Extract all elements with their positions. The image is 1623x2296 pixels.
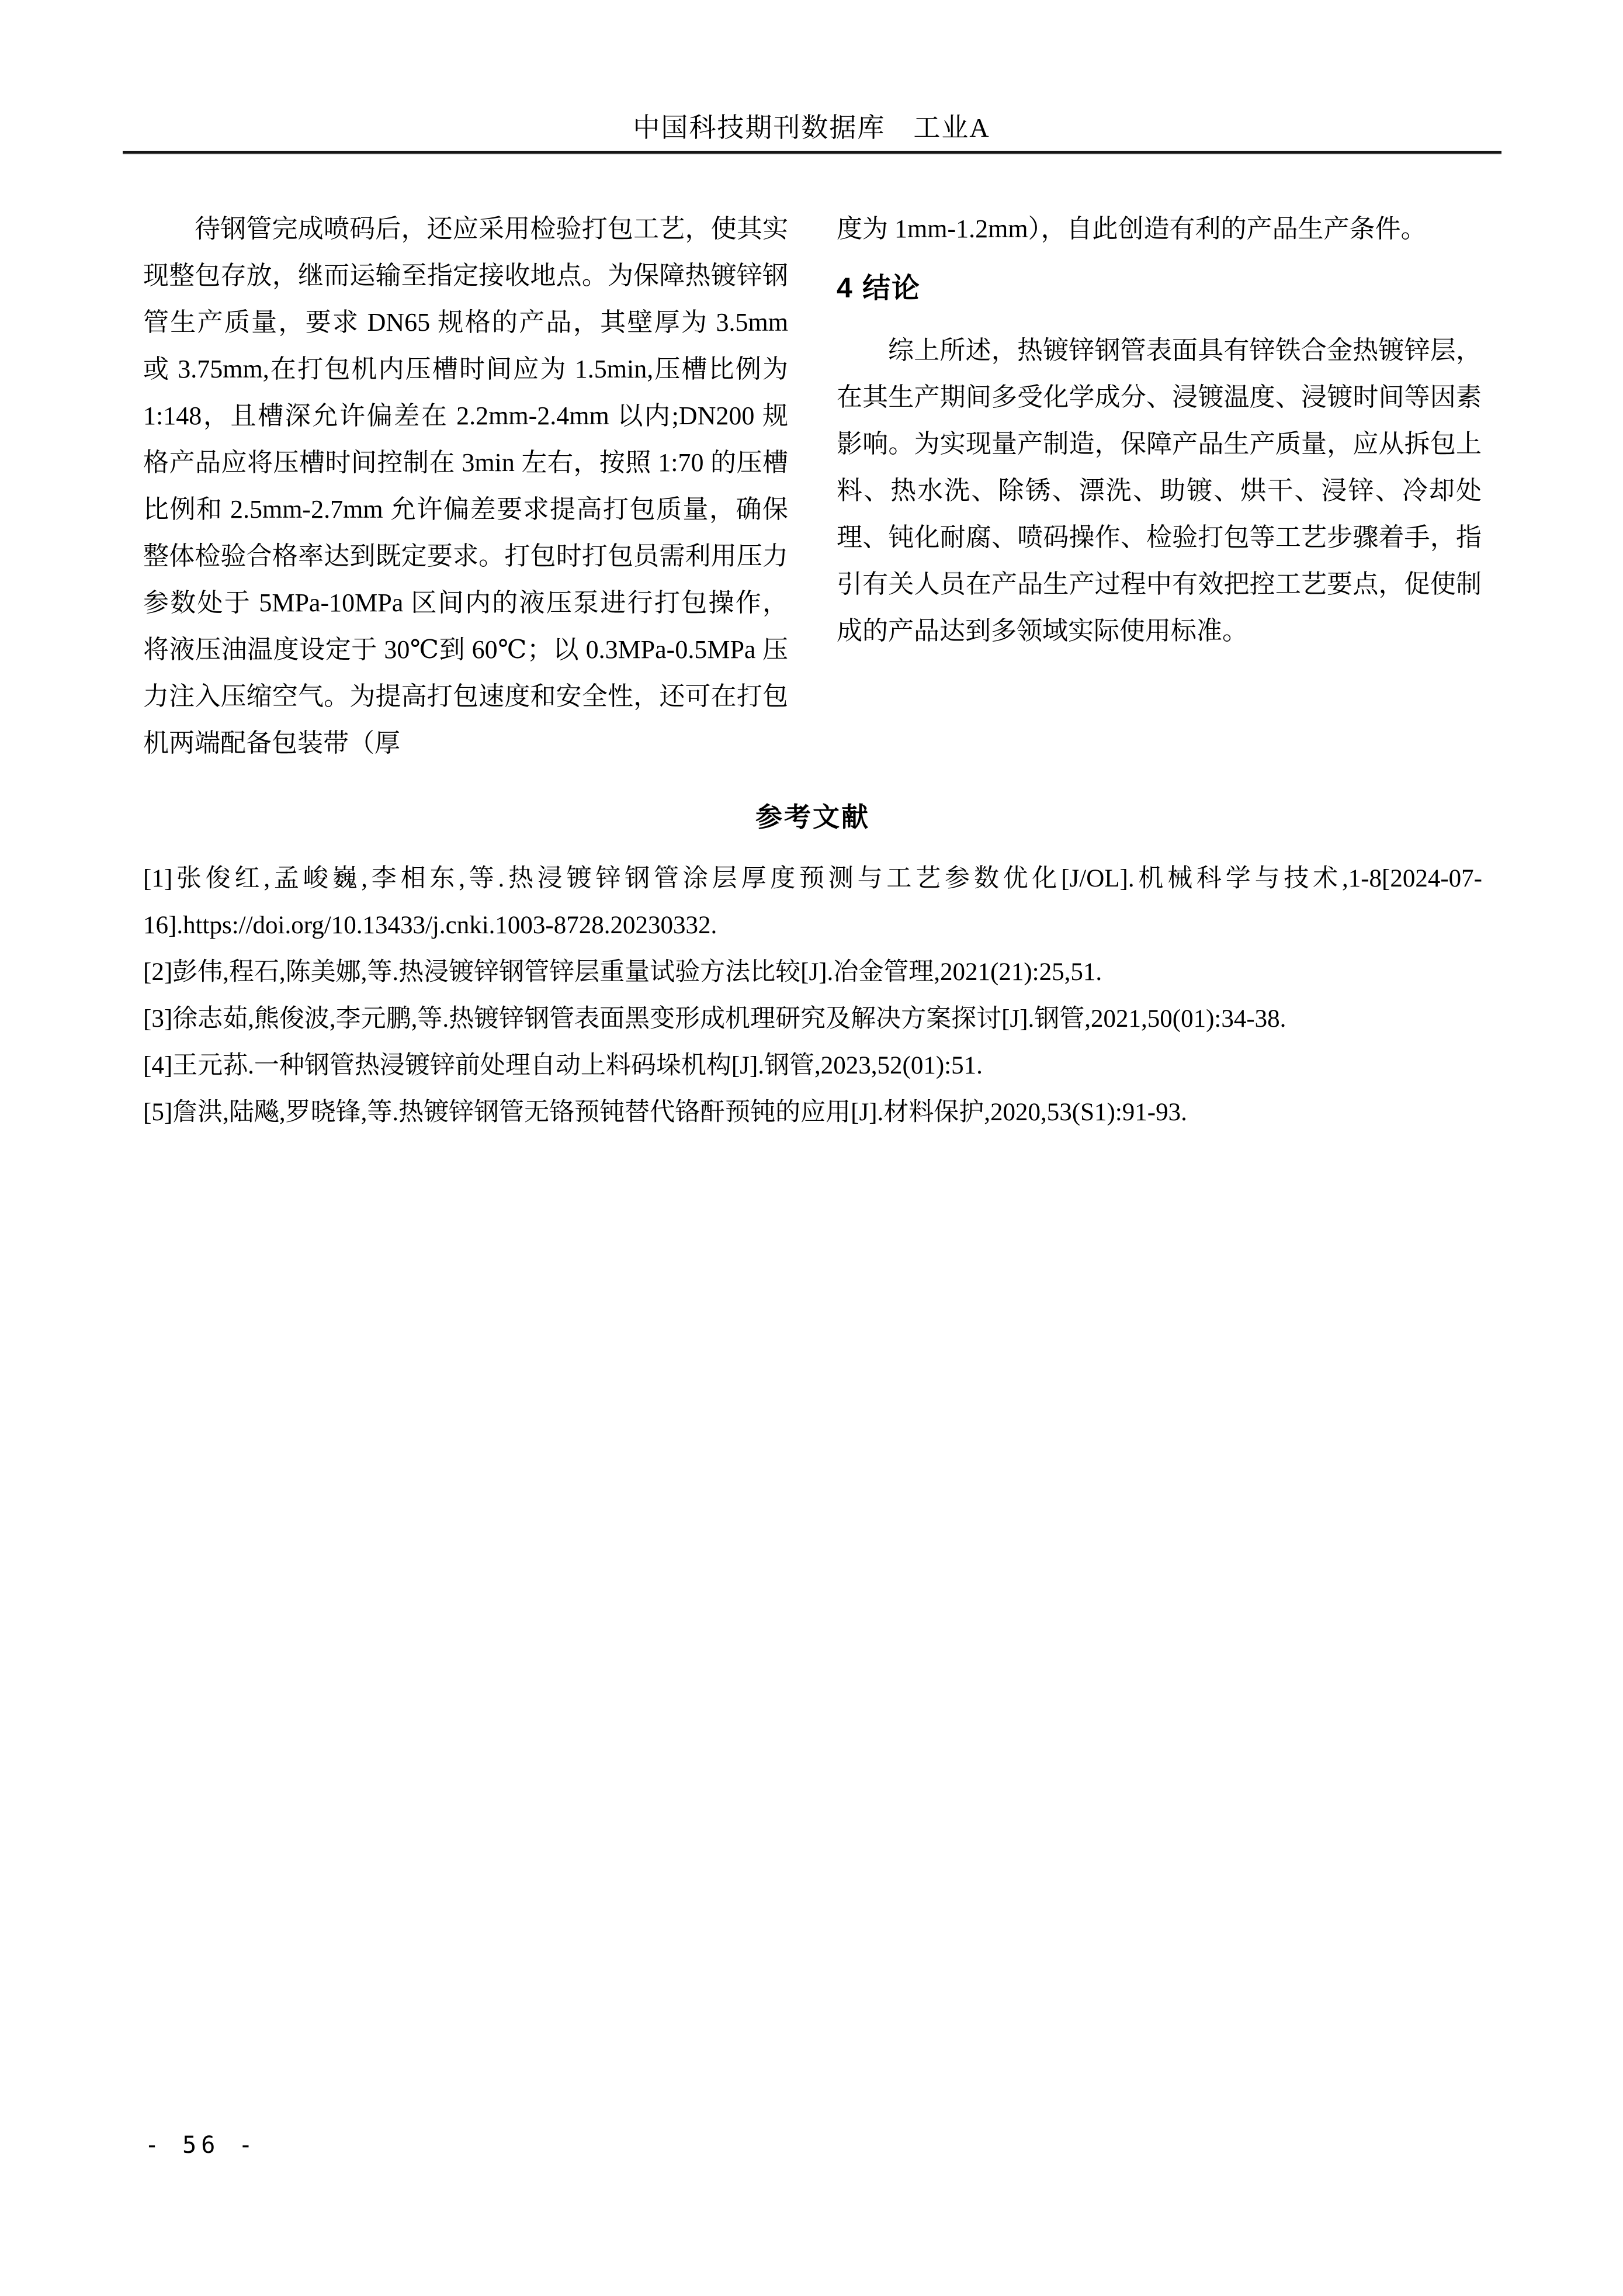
left-column	[143, 206, 788, 767]
conclusion-paragraph: 综上所述，热镀锌钢管表面具有锌铁合金热镀锌层，在其生产期间多受化学成分、浸镀温度、浸镀时间等因素影响。为实现量产制造，保障产品生产质量，应从拆包上料、热水洗、除锈、漂洗、助镀、烘干、浸锌、冷却处理、钝化耐腐、喷码操作、检验打包等工艺步骤着手，指引有关人员在产品生产过程中有效把控工艺要点，促使制成的产品达到多领域实际使用标准。	[837, 336, 1482, 645]
body-paragraph-continuation: 度为 1mm-1.2mm），自此创造有利的产品生产条件。	[837, 214, 1427, 243]
conclusion-section-heading: 4 结论	[837, 273, 921, 304]
page-number: - 56 -	[145, 2132, 258, 2159]
references-section	[143, 799, 1482, 1136]
body-paragraph-left: 待钢管完成喷码后，还应采用检验打包工艺，使其实现整包存放，继而运输至指定接收地点。为保障热镀锌钢管生产质量，要求 DN65 规格的产品，其壁厚为 3.5mm 或 3.75mm,在打包机内压槽时间应为 1.5min,压槽比例为 1:148，且槽深允许偏差在 2.2mm-2.4mm 以内;DN200 规格产品应将压槽时间控制在 3min 左右，按照 1:70 的压槽比例和 2.5mm-2.7mm 允许偏差要求提高打包质量，确保整体检验合格率达到既定要求。打包时打包员需利用压力参数处于 5MPa-10MPa 区间内的液压泵进行打包操作，将液压油温度设定于 30℃到 60℃；以 0.3MPa-0.5MPa 压力注入压缩空气。为提高打包速度和安全性，还可在打包机两端配备包装带（厚	[143, 214, 788, 757]
reference-item: [4]王元荪.一种钢管热浸镀锌前处理自动上料码垛机构[J].钢管,2023,52(01):51.	[143, 1052, 983, 1079]
reference-item: [5]詹洪,陆飚,罗晓锋,等.热镀锌钢管无铬预钝替代铬酐预钝的应用[J].材料保护,2020,53(S1):91-93.	[143, 1099, 1187, 1126]
reference-item: [2]彭伟,程石,陈美娜,等.热浸镀锌钢管锌层重量试验方法比较[J].冶金管理,2021(21):25,51.	[143, 958, 1102, 986]
references-heading: 参考文献	[755, 802, 870, 832]
journal-header: 中国科技期刊数据库 工业A	[633, 113, 990, 143]
header-divider	[123, 151, 1501, 154]
reference-item: [3]徐志茹,熊俊波,李元鹏,等.热镀锌钢管表面黑变形成机理研究及解决方案探讨[J].钢管,2021,50(01):34-38.	[143, 1005, 1286, 1033]
reference-item: [1]张俊红,孟峻巍,李相东,等.热浸镀锌钢管涂层厚度预测与工艺参数优化[J/OL].机械科学与技术,1-8[2024-07-16].https://doi.org/10.13433/j.cnki.1003-8728.20230332.	[143, 865, 1482, 939]
right-column	[837, 206, 1482, 654]
